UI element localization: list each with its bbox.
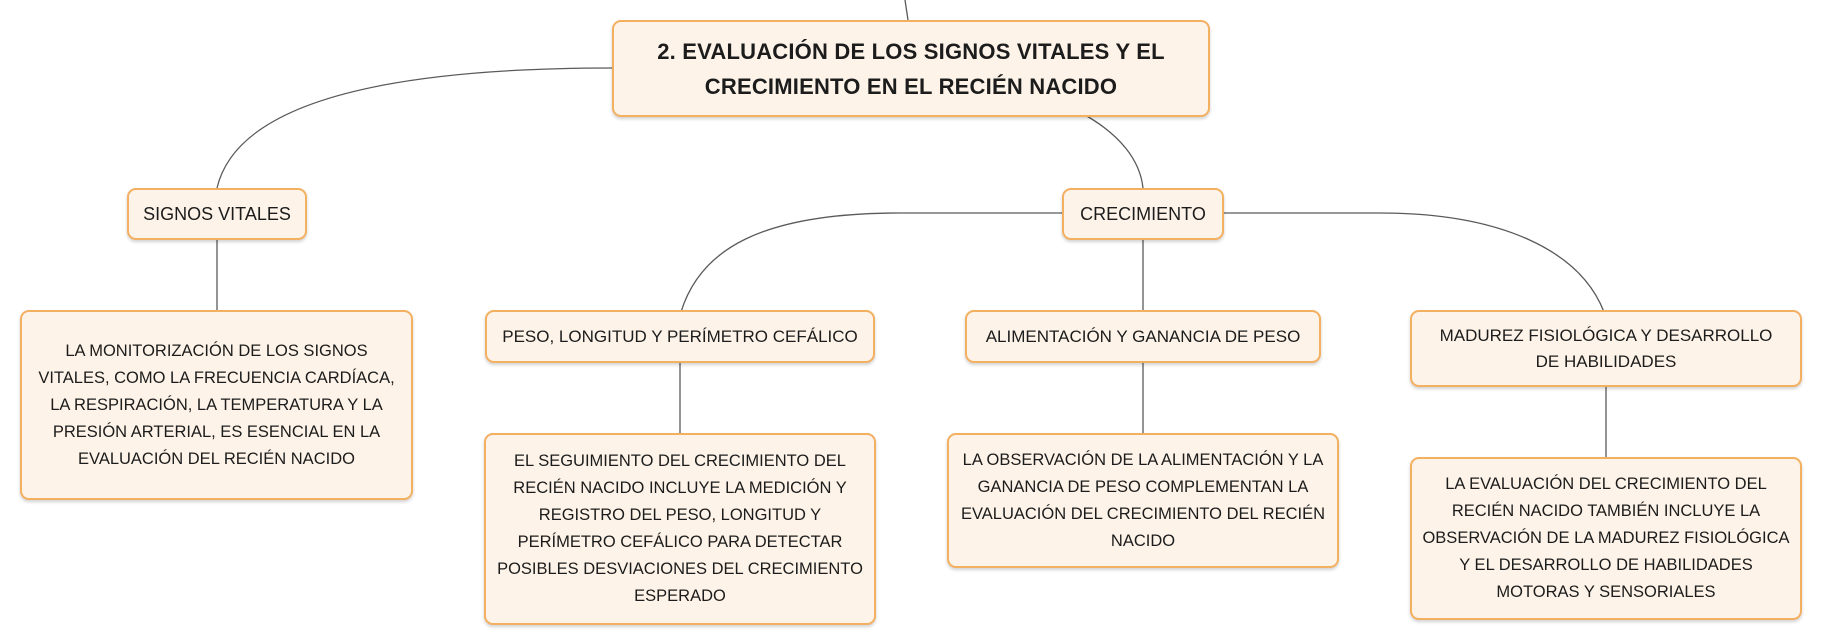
connector-root-to-crecimiento xyxy=(1085,115,1143,188)
root-topic-node[interactable] xyxy=(612,20,1210,117)
connector-crecimiento-to-peso xyxy=(681,213,1062,312)
subtopic-label-madurez: MADUREZ FISIOLÓGICA Y DESARROLLO DE HABILIDADES xyxy=(1439,325,1773,371)
detail-text-alimentacion: LA OBSERVACIÓN DE LA ALIMENTACIÓN Y LA GANANCIA DE PESO COMPLEMENTAN LA EVALUACIÓN DEL CRECIMIENTO DEL RECIÉN NACIDO xyxy=(961,450,1325,550)
branch-label-signos-vitales: SIGNOS VITALES xyxy=(143,204,291,224)
detail-node-peso[interactable] xyxy=(484,433,876,625)
connector-crecimiento-to-madurez xyxy=(1224,213,1604,312)
branch-node-signos-vitales[interactable] xyxy=(127,188,307,240)
connector-parent-to-root xyxy=(905,0,908,20)
detail-node-alimentacion[interactable] xyxy=(947,433,1339,568)
subtopic-node-peso[interactable] xyxy=(485,310,875,363)
detail-text-peso: EL SEGUIMIENTO DEL CRECIMIENTO DEL RECIÉN NACIDO INCLUYE LA MEDICIÓN Y REGISTRO DEL PESO, LONGITUD Y PERÍMETRO CEFÁLICO PARA DETECTAR POSIBLES DESVIACIONES DEL CRECIMIENTO ESPERADO xyxy=(497,452,863,605)
subtopic-label-peso: PESO, LONGITUD Y PERÍMETRO CEFÁLICO xyxy=(502,326,858,346)
detail-text-madurez: LA EVALUACIÓN DEL CRECIMIENTO DEL RECIÉN NACIDO TAMBIÉN INCLUYE LA OBSERVACIÓN DE LA MADUREZ FISIOLÓGICA Y EL DESARROLLO DE HABILIDADES MOTORAS Y SENSORIALES xyxy=(1422,475,1790,601)
branch-label-crecimiento: CRECIMIENTO xyxy=(1080,204,1206,224)
detail-text-signos-vitales: LA MONITORIZACIÓN DE LOS SIGNOS VITALES, COMO LA FRECUENCIA CARDÍACA, LA RESPIRACIÓN, LA TEMPERATURA Y LA PRESIÓN ARTERIAL, ES ESENCIAL EN LA EVALUACIÓN DEL RECIÉN NACIDO xyxy=(38,341,395,468)
root-topic-title: 2. EVALUACIÓN DE LOS SIGNOS VITALES Y EL CRECIMIENTO EN EL RECIÉN NACIDO xyxy=(657,38,1165,99)
detail-node-madurez[interactable] xyxy=(1410,457,1802,620)
branch-node-crecimiento[interactable] xyxy=(1062,188,1224,240)
subtopic-node-madurez[interactable] xyxy=(1410,310,1802,387)
connector-root-to-signos-vitales xyxy=(217,68,612,188)
subtopic-node-alimentacion[interactable] xyxy=(965,310,1321,363)
detail-node-signos-vitales[interactable] xyxy=(20,310,413,500)
subtopic-label-alimentacion: ALIMENTACIÓN Y GANANCIA DE PESO xyxy=(985,326,1301,346)
